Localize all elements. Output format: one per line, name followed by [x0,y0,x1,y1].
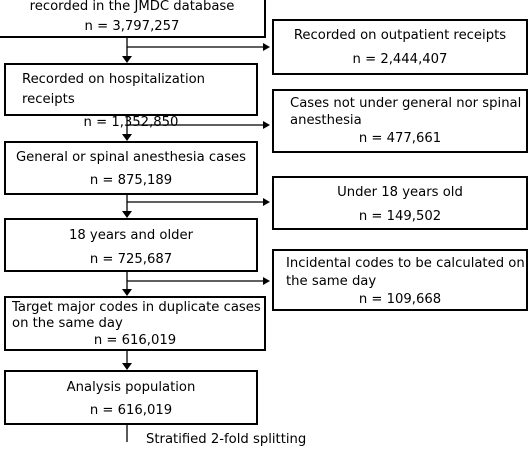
box-adults-count: n = 725,687 [89,252,173,267]
box-hospitalization-label: Recorded on hospitalization receipts [22,72,206,107]
box-incidental [272,249,528,311]
box-jmdc-database [0,0,266,38]
box-target-label1: Target major codes in duplicate cases [12,300,261,315]
box-incidental-label2: the same day [286,274,377,289]
arrowhead-2 [122,134,132,141]
box-analysis-population [4,370,258,425]
box-anesthesia-label: General or spinal anesthesia cases [15,150,247,165]
box-jmdc-label: recorded in the JMDC database [29,0,235,14]
arrowhead-outpatient [263,43,270,51]
box-under18 [272,176,528,230]
arrowhead-incidental [263,277,270,285]
arrowhead-under18 [263,198,270,206]
footer-stratified-splitting: Stratified 2-fold splitting [146,432,307,447]
box-analysis-label: Analysis population [66,380,196,395]
arrowhead-3 [122,211,132,218]
box-hospitalization [4,63,258,130]
box-adults [4,218,258,272]
box-outpatient [272,19,528,75]
box-hospitalization-count: n = 1,352,850 [83,115,179,130]
box-analysis-count: n = 616,019 [89,403,173,418]
box-under18-label: Under 18 years old [337,185,463,200]
box-jmdc-count: n = 3,797,257 [84,19,180,34]
box-adults-label: 18 years and older [68,228,194,243]
box-incidental-count: n = 109,668 [358,292,442,307]
arrowhead-1 [122,56,132,63]
box-anesthesia [4,141,258,195]
box-not-anesthesia [272,89,528,153]
box-anesthesia-count: n = 875,189 [89,173,173,188]
box-outpatient-label: Recorded on outpatient receipts [293,28,507,43]
arrowhead-4 [122,289,132,296]
box-outpatient-count: n = 2,444,407 [352,52,448,67]
box-target-label2: on the same day [12,316,123,331]
box-target-count: n = 616,019 [93,333,177,348]
box-target-codes [4,296,266,351]
box-not-anesthesia-count: n = 477,661 [358,131,442,146]
box-under18-count: n = 149,502 [358,209,442,224]
box-not-anesthesia-label1: Cases not under general nor spinal [290,96,522,111]
box-not-anesthesia-label2: anesthesia [290,113,362,128]
arrowhead-5 [122,363,132,370]
arrowhead-not-anesthesia [263,121,270,129]
box-incidental-label1: Incidental codes to be calculated on [286,256,525,271]
